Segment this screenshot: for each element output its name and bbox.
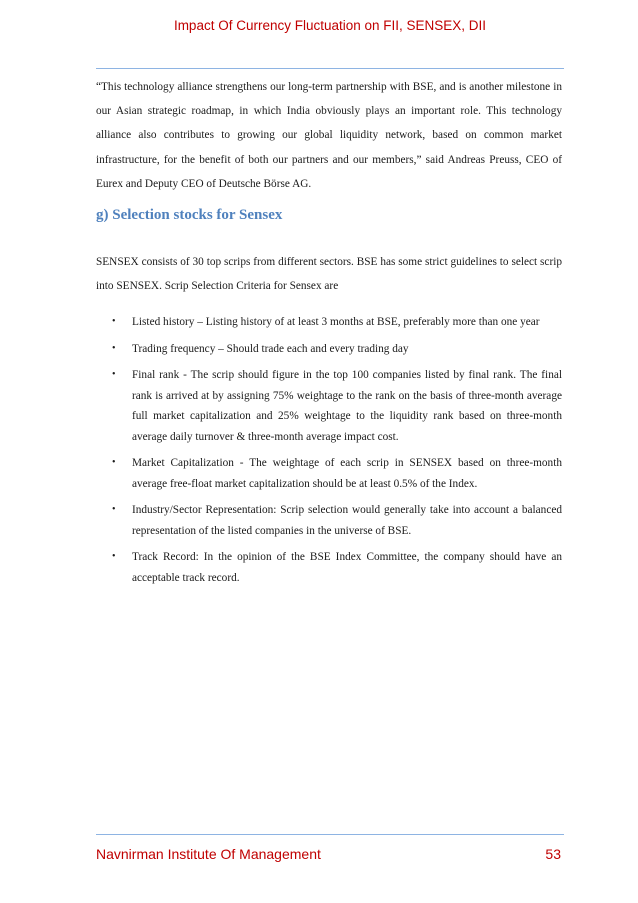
criterion-text: Industry/Sector Representation: Scrip selection would generally take into account a balanced representation of the listed companies in the universe of BSE. bbox=[132, 504, 562, 537]
bullet-icon: • bbox=[112, 504, 116, 515]
criteria-list bbox=[96, 312, 562, 594]
bullet-icon: • bbox=[112, 369, 116, 380]
bullet-icon: • bbox=[112, 316, 116, 327]
footer-divider bbox=[96, 834, 564, 835]
criterion-text: Market Capitalization - The weightage of each scrip in SENSEX based on three-month average free-float market capitalization should be at least 0.5% of the Index. bbox=[132, 457, 562, 490]
list-item bbox=[96, 365, 562, 447]
criterion-text: Final rank - The scrip should figure in the top 100 companies listed by final rank. The final rank is arrived at by assigning 75% weightage to the rank on the basis of three-month average full market capitalization and 25% weightage to the liquidity rank based on three-month average daily turnover & three-month average impact cost. bbox=[132, 369, 562, 443]
list-item bbox=[96, 453, 562, 494]
criterion-text: Track Record: In the opinion of the BSE Index Committee, the company should have an acceptable track record. bbox=[132, 551, 562, 584]
page-header: Impact Of Currency Fluctuation on FII, SENSEX, DII bbox=[173, 18, 487, 33]
header-divider bbox=[96, 68, 564, 69]
bullet-icon: • bbox=[112, 551, 116, 562]
list-item bbox=[96, 339, 562, 360]
list-item bbox=[96, 312, 562, 333]
footer-institute: Navnirman Institute Of Management bbox=[96, 846, 321, 862]
list-item bbox=[96, 547, 562, 588]
section-heading: g) Selection stocks for Sensex bbox=[96, 207, 283, 223]
criterion-text: Trading frequency – Should trade each and every trading day bbox=[132, 342, 409, 355]
bullet-icon: • bbox=[112, 457, 116, 468]
intro-paragraph: SENSEX consists of 30 top scrips from different sectors. BSE has some strict guidelines to select scrip into SENSEX. Scrip Selection Criteria for Sensex are bbox=[96, 256, 562, 293]
page-number: 53 bbox=[545, 846, 561, 862]
criterion-text: Listed history – Listing history of at least 3 months at BSE, preferably more than one year bbox=[132, 316, 540, 328]
list-item bbox=[96, 500, 562, 541]
quote-paragraph: “This technology alliance strengthens our long-term partnership with BSE, and is another milestone in our Asian strategic roadmap, in which India obviously plays an important role. This technology alliance also contributes to growing our global liquidity network, based on common market infrastructure, for the benefit of both our partners and our members,” said Andreas Preuss, CEO of Eurex and Deputy CEO of Deutsche Börse AG. bbox=[96, 81, 562, 190]
bullet-icon: • bbox=[112, 342, 116, 354]
